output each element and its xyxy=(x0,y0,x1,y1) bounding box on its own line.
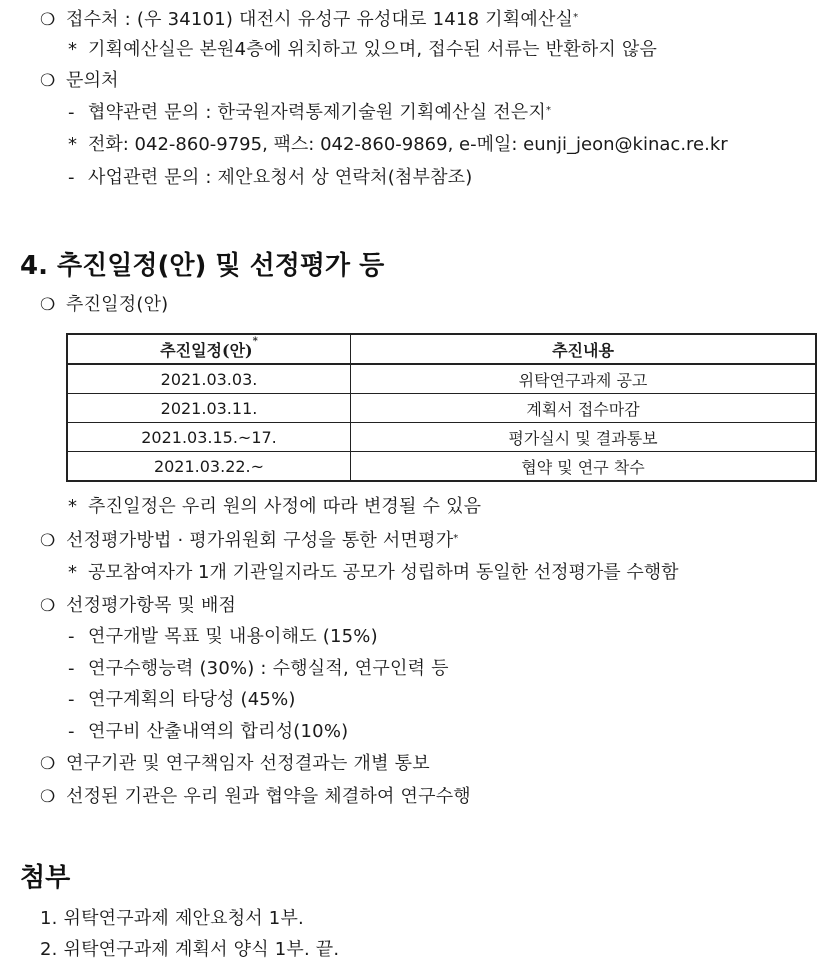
circle-bullet-icon: ❍ xyxy=(40,295,56,315)
circle-bullet-icon: ❍ xyxy=(40,787,56,807)
eval-method-sup: * xyxy=(453,533,459,544)
eval-method-text: 선정평가방법 · 평가위원회 구성을 통한 서면평가 xyxy=(66,530,454,551)
schedule-table xyxy=(66,333,817,482)
eval-items-text: 선정평가항목 및 배점 xyxy=(66,595,237,616)
circle-bullet-icon: ❍ xyxy=(40,71,56,91)
schedule-note-line xyxy=(68,495,481,519)
eval-item-text: 연구개발 목표 및 내용이해도 (15%) xyxy=(88,626,378,647)
table-header-row xyxy=(67,334,816,364)
inquiry-text: 문의처 xyxy=(66,70,119,91)
attachments-heading: 첨부 xyxy=(20,863,71,893)
contact-detail-text: 전화: 042-860-9795, 팩스: 042-860-9869, e-메일: eunji_jeon@kinac.re.kr xyxy=(88,134,728,155)
circle-bullet-icon: ❍ xyxy=(40,531,56,551)
attachment-item: 1. 위탁연구과제 제안요청서 1부. xyxy=(40,908,304,929)
circle-bullet-icon: ❍ xyxy=(40,754,56,774)
schedule-bullet-text: 추진일정(안) xyxy=(66,294,169,315)
table-cell-content: 계획서 접수마감 xyxy=(351,394,817,423)
receipt-text: 접수처 : (우 34101) 대전시 유성구 유성대로 1418 기획예산실 xyxy=(66,9,574,30)
table-header-cell xyxy=(67,334,351,364)
contract-line xyxy=(40,785,471,809)
header-schedule: 추진일정(안) xyxy=(160,340,253,360)
dash-bullet: - xyxy=(68,658,75,679)
result-notice-text: 연구기관 및 연구책임자 선정결과는 개별 통보 xyxy=(66,753,430,774)
asterisk-icon: * xyxy=(68,562,77,583)
table-cell-date: 2021.03.11. xyxy=(67,394,351,423)
header-content: 추진내용 xyxy=(552,340,614,360)
header-sup: * xyxy=(252,335,258,347)
table-cell-date: 2021.03.22.~ xyxy=(67,452,351,482)
asterisk-icon: * xyxy=(68,39,78,60)
schedule-bullet-line xyxy=(40,293,168,317)
eval-item-text: 연구계획의 타당성 (45%) xyxy=(88,689,296,710)
result-notice-line xyxy=(40,752,430,776)
list-item xyxy=(68,720,348,744)
contract-text: 선정된 기관은 우리 원과 협약을 체결하여 연구수행 xyxy=(66,786,471,807)
business-inquiry-line xyxy=(68,166,473,190)
table-cell-date: 2021.03.03. xyxy=(67,364,351,394)
table-header-cell xyxy=(351,334,817,364)
agreement-inquiry-line xyxy=(68,101,551,125)
receipt-sup: * xyxy=(573,12,579,23)
receipt-note-line xyxy=(68,38,657,62)
inquiry-line xyxy=(40,69,119,93)
eval-method-line xyxy=(40,529,459,553)
table-row xyxy=(67,364,816,394)
eval-method-note-text: 공모참여자가 1개 기관일지라도 공모가 성립하며 동일한 선정평가를 수행함 xyxy=(88,562,679,583)
contact-detail-line xyxy=(68,133,728,157)
dash-bullet: - xyxy=(68,626,75,647)
dash-bullet: - xyxy=(68,689,75,710)
table-cell-content: 위탁연구과제 공고 xyxy=(351,364,817,394)
eval-items-line xyxy=(40,594,236,618)
business-inquiry-text: 사업관련 문의 : 제안요청서 상 연락처(첨부참조) xyxy=(88,167,473,188)
circle-bullet-icon: ❍ xyxy=(40,596,56,616)
asterisk-icon: * xyxy=(68,134,77,155)
list-item xyxy=(68,688,296,712)
table-cell-content: 평가실시 및 결과통보 xyxy=(351,423,817,452)
eval-item-text: 연구수행능력 (30%) : 수행실적, 연구인력 등 xyxy=(88,658,449,679)
attachment-item: 2. 위탁연구과제 계획서 양식 1부. 끝. xyxy=(40,939,340,960)
circle-bullet-icon: ❍ xyxy=(40,10,56,30)
eval-item-text: 연구비 산출내역의 합리성(10%) xyxy=(88,721,349,742)
table-cell-date: 2021.03.15.~17. xyxy=(67,423,351,452)
table-row xyxy=(67,394,816,423)
list-item xyxy=(68,657,449,681)
table-row xyxy=(67,452,816,482)
dash-bullet: - xyxy=(68,167,75,188)
section4-heading: 4. 추진일정(안) 및 선정평가 등 xyxy=(20,251,385,281)
table-cell-content: 협약 및 연구 착수 xyxy=(351,452,817,482)
receipt-line xyxy=(40,8,578,32)
receipt-note-text: 기획예산실은 본원4층에 위치하고 있으며, 접수된 서류는 반환하지 않음 xyxy=(88,39,658,60)
list-item xyxy=(68,625,378,649)
dash-bullet: - xyxy=(68,721,75,742)
eval-method-note-line xyxy=(68,561,679,585)
agreement-inquiry-text: 협약관련 문의 : 한국원자력통제기술원 기획예산실 전은지 xyxy=(88,102,546,123)
schedule-note-text: 추진일정은 우리 원의 사정에 따라 변경될 수 있음 xyxy=(88,496,482,517)
agreement-inquiry-sup: * xyxy=(545,105,552,116)
asterisk-icon: * xyxy=(68,496,78,517)
table-row xyxy=(67,423,816,452)
dash-bullet: - xyxy=(68,102,75,123)
